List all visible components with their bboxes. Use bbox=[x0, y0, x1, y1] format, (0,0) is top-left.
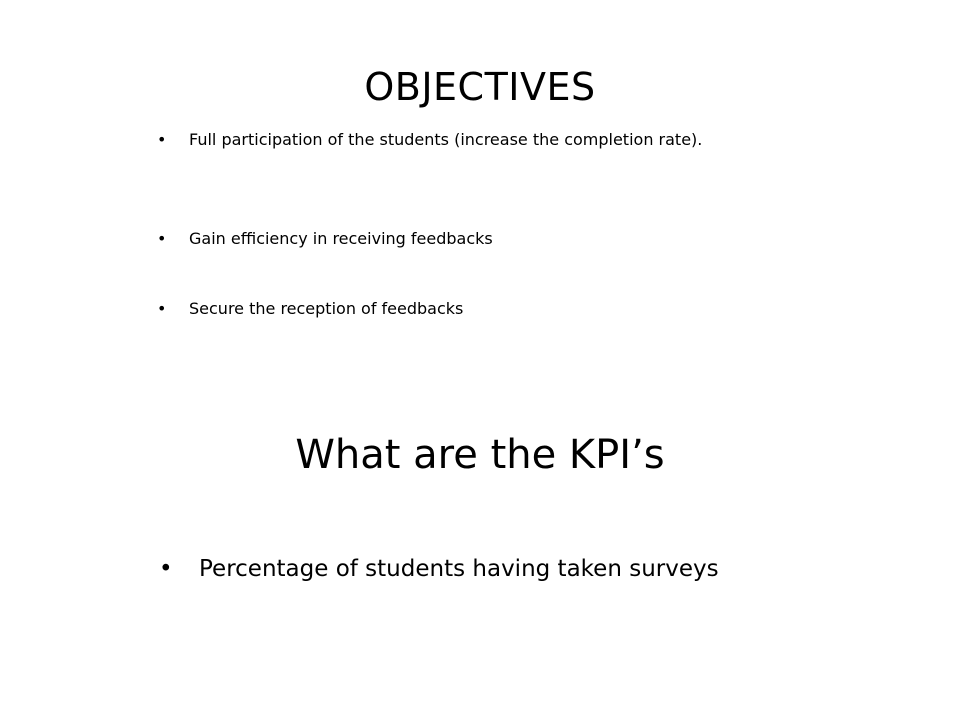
objective-item bbox=[157, 127, 789, 152]
kpi-text: Percentage of students having taken surveys bbox=[199, 556, 719, 582]
bullet-icon: • bbox=[157, 130, 167, 149]
bullet-icon: • bbox=[157, 299, 167, 318]
objective-text: Gain efficiency in receiving feedbacks bbox=[189, 229, 493, 248]
bullet-icon: • bbox=[159, 556, 173, 582]
kpi-item bbox=[159, 552, 919, 586]
kpi-title: What are the KPI’s bbox=[295, 432, 665, 478]
objective-text: Full participation of the students (increase the completion rate). bbox=[189, 130, 703, 149]
kpi-list bbox=[159, 552, 919, 586]
objective-item bbox=[157, 226, 789, 251]
bullet-icon: • bbox=[157, 229, 167, 248]
objective-text: Secure the reception of feedbacks bbox=[189, 299, 464, 318]
objectives-title: OBJECTIVES bbox=[364, 65, 596, 109]
objective-item bbox=[157, 296, 789, 321]
